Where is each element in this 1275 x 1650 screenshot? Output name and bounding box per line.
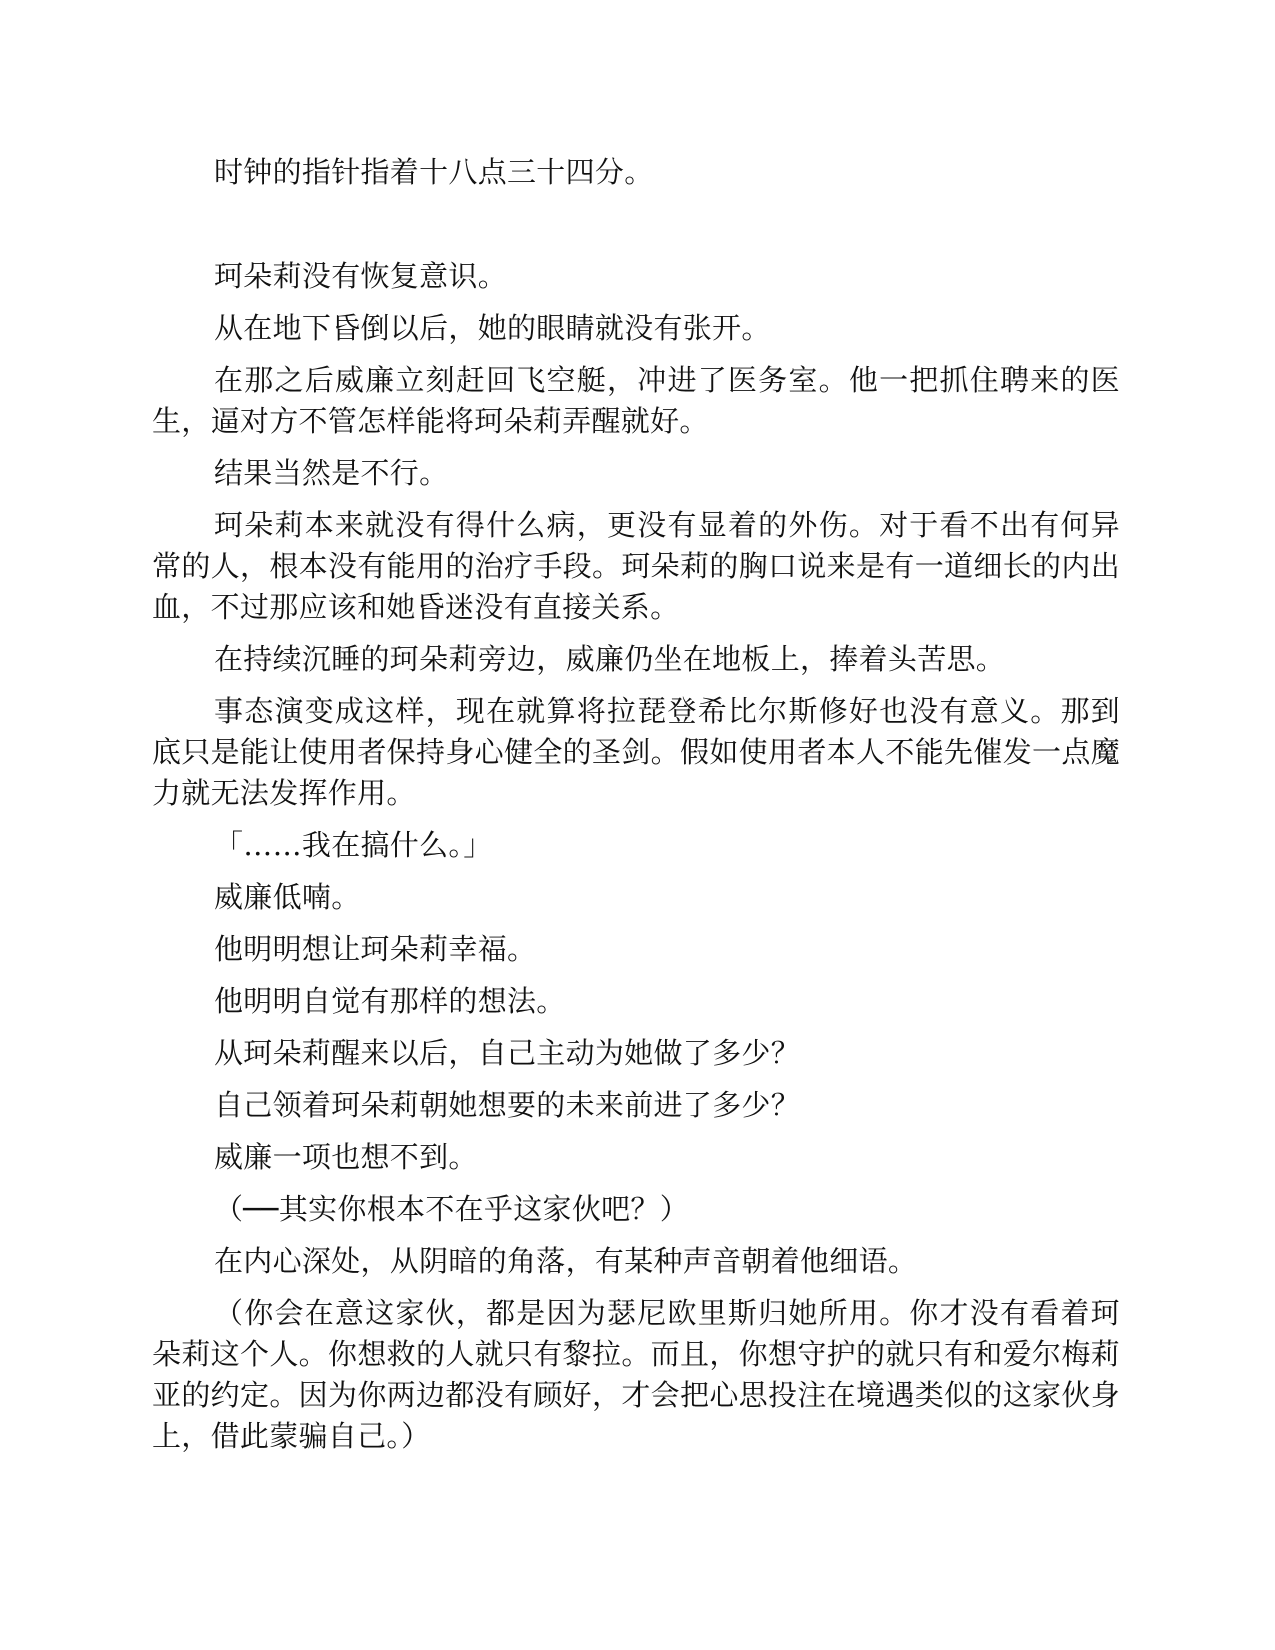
paragraph: 珂朵莉本来就没有得什么病，更没有显着的外伤。对于看不出有何异常的人，根本没有能用的治疗手段。珂朵莉的胸口说来是有一道细长的内出血，不过那应该和她昏迷没有直接关系。 <box>152 508 1120 624</box>
paragraph: 自己领着珂朵莉朝她想要的未来前进了多少？ <box>214 1088 801 1122</box>
paragraph: 时钟的指针指着十八点三十四分。 <box>214 155 654 189</box>
paragraph: 在持续沉睡的珂朵莉旁边，威廉仍坐在地板上，捧着头苦思。 <box>214 642 1006 676</box>
inner-voice-line: （──其实你根本不在乎这家伙吧？） <box>214 1192 690 1226</box>
paragraph: 从珂朵莉醒来以后，自己主动为她做了多少？ <box>214 1036 801 1070</box>
paragraph: 在那之后威廉立刻赶回飞空艇，冲进了医务室。他一把抓住聘来的医生，逼对方不管怎样能将珂朵莉弄醒就好。 <box>152 363 1120 438</box>
paragraph: 他明明想让珂朵莉幸福。 <box>214 932 537 966</box>
paragraph: 事态演变成这样，现在就算将拉琵登希比尔斯修好也没有意义。那到底只是能让使用者保持身心健全的圣剑。假如使用者本人不能先催发一点魔力就无法发挥作用。 <box>152 694 1120 810</box>
paragraph: 威廉一项也想不到。 <box>214 1140 478 1174</box>
paragraph: 珂朵莉没有恢复意识。 <box>214 259 508 293</box>
paragraph: 威廉低喃。 <box>214 880 361 914</box>
paragraph: 从在地下昏倒以后，她的眼睛就没有张开。 <box>214 311 771 345</box>
paragraph: 在内心深处，从阴暗的角落，有某种声音朝着他细语。 <box>214 1244 918 1278</box>
dialogue-line: 「……我在搞什么。」 <box>214 828 493 862</box>
body-text <box>152 152 1120 1468</box>
paragraph: 结果当然是不行。 <box>214 456 449 490</box>
paragraph: 他明明自觉有那样的想法。 <box>214 984 566 1018</box>
inner-voice-line: （你会在意这家伙，都是因为瑟尼欧里斯归她所用。你才没有看着珂朵莉这个人。你想救的人就只有黎拉。而且，你想守护的就只有和爱尔梅莉亚的约定。因为你两边都没有顾好，才会把心思投注在境遇类似的这家伙身上，借此蒙骗自己。） <box>152 1296 1120 1453</box>
